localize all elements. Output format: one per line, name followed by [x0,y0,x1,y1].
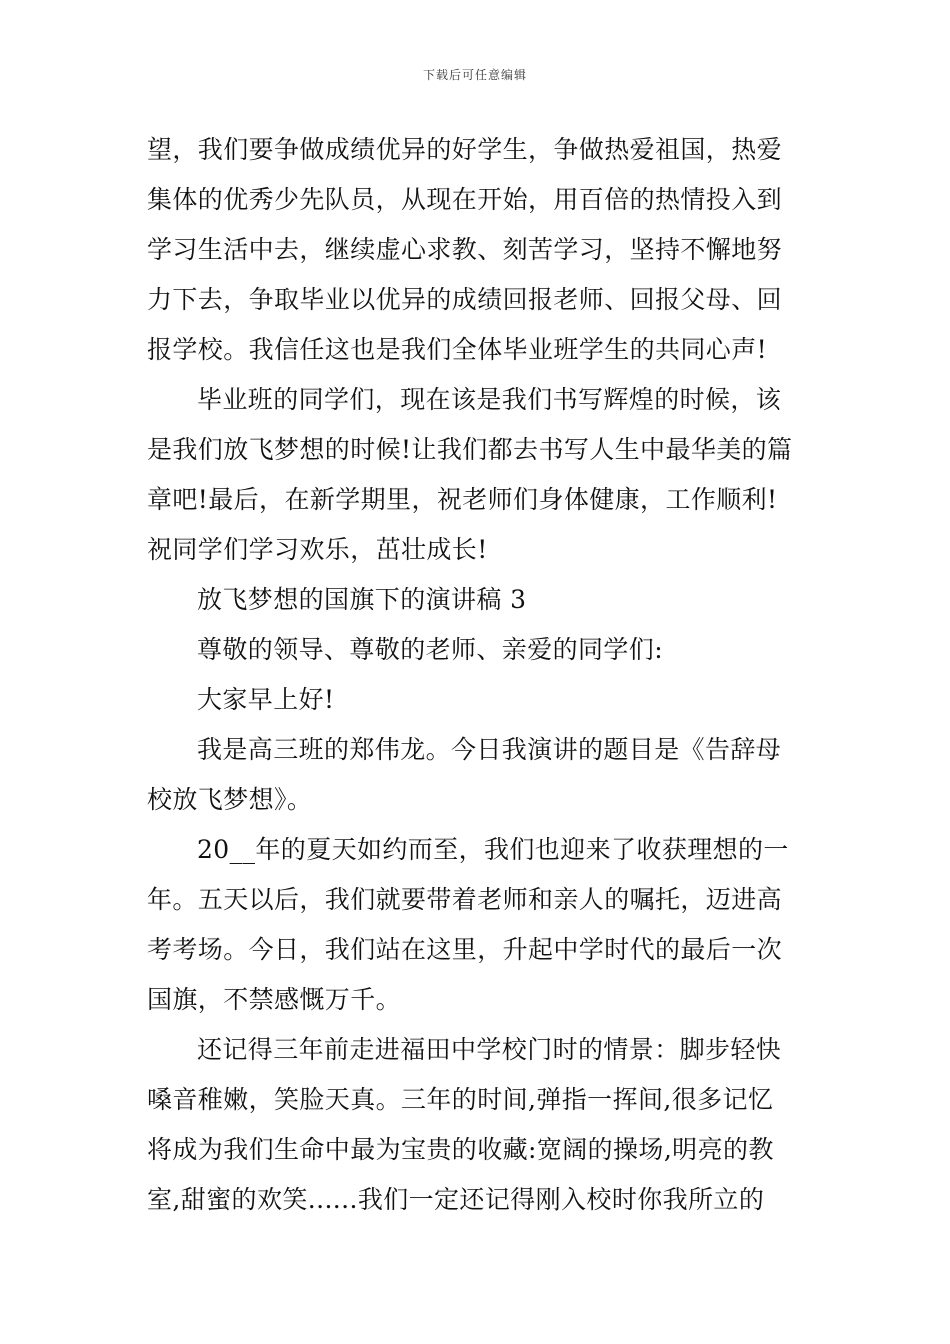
salutation: 尊敬的领导、尊敬的老师、亲爱的同学们: [197,635,664,664]
text-line: 校放飞梦想》。 [147,785,313,814]
paragraph-first-line: 我是高三班的郑伟龙。今日我演讲的题目是《告辞母 [197,735,782,764]
text-line: 力下去，争取毕业以优异的成绩回报老师、回报父母、回 [147,285,783,314]
paragraph-first-line: 毕业班的同学们，现在该是我们书写辉煌的时候，该 [197,385,782,414]
text-line: 国旗，不禁感慨万千。 [147,985,402,1014]
text-line: 是我们放飞梦想的时候!让我们都去书写人生中最华美的篇 [147,435,793,464]
section-title: 放飞梦想的国旗下的演讲稿 3 [197,585,527,614]
text-line: 望，我们要争做成绩优异的好学生，争做热爱祖国，热爱 [147,135,783,164]
text-line: 年。五天以后，我们就要带着老师和亲人的嘱托，迈进高 [147,885,783,914]
text-line: 章吧!最后，在新学期里，祝老师们身体健康，工作顺利! [147,485,778,514]
greeting: 大家早上好! [197,685,335,714]
paragraph-first-line: 还记得三年前走进福田中学校门时的情景：脚步轻快 [197,1035,782,1064]
text-line: 嗓音稚嫩，笑脸天真。三年的时间,弹指一挥间,很多记忆 [147,1085,774,1114]
text-line: 学习生活中去，继续虚心求教、刻苦学习，坚持不懈地努 [147,235,783,264]
text-line: 室,甜蜜的欢笑......我们一定还记得刚入校时你我所立的 [147,1185,765,1214]
text-line: 集体的优秀少先队员，从现在开始，用百倍的热情投入到 [147,185,783,214]
text-line: 将成为我们生命中最为宝贵的收藏:宽阔的操场,明亮的教 [147,1135,774,1164]
page-header: 下载后可任意编辑 [422,68,527,82]
text-line: 考考场。今日，我们站在这里，升起中学时代的最后一次 [147,935,783,964]
text-line: 报学校。我信任这也是我们全体毕业班学生的共同心声! [147,335,768,364]
paragraph-first-line: 20__年的夏天如约而至，我们也迎来了收获理想的一 [197,835,789,864]
text-line: 祝同学们学习欢乐，茁壮成长! [147,535,488,564]
